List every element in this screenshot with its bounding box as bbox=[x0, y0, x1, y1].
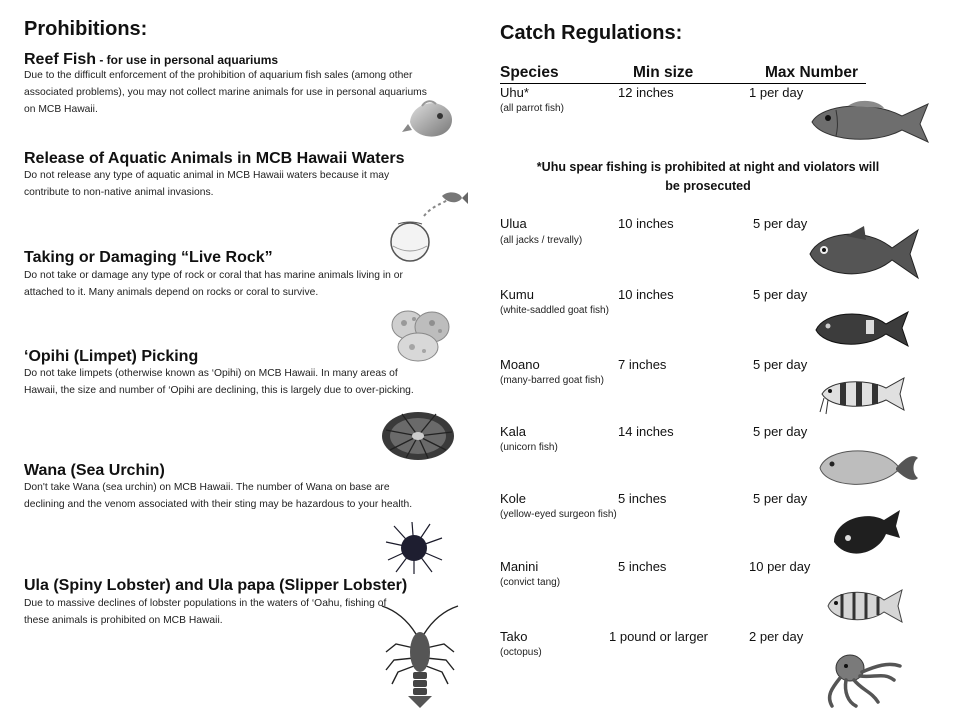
lobster-icon bbox=[378, 604, 462, 710]
limpet-icon bbox=[380, 410, 456, 462]
max-number: 5 per day bbox=[753, 491, 808, 506]
species-subname: (yellow-eyed surgeon fish) bbox=[500, 509, 617, 520]
octopus-icon bbox=[822, 652, 904, 710]
surgeonfish-icon bbox=[828, 508, 902, 562]
max-number: 10 per day bbox=[749, 559, 811, 574]
fishbowl-icon bbox=[388, 186, 468, 266]
tropical-fish-icon bbox=[402, 96, 460, 144]
species-subname: (many-barred goat fish) bbox=[500, 375, 604, 386]
prohibition-title-suffix: - for use in personal aquariums bbox=[96, 53, 279, 67]
prohibition-body: Don't take Wana (sea urchin) on MCB Hawaii. The number of Wana on base are declining and the venom associated with their sting may be hazardous to your health. bbox=[24, 482, 413, 510]
species-subname: (white-saddled goat fish) bbox=[500, 305, 609, 316]
min-size: 5 inches bbox=[618, 491, 667, 506]
min-size: 12 inches bbox=[618, 85, 674, 100]
prohibition-title: Taking or Damaging “Live Rock” bbox=[24, 249, 273, 266]
column-header-max-number: Max Number bbox=[765, 64, 859, 81]
max-number: 5 per day bbox=[753, 216, 808, 231]
column-header-species: Species bbox=[500, 64, 559, 81]
species-subname: (convict tang) bbox=[500, 577, 561, 588]
prohibition-body: Do not take or damage any type of rock or coral that has marine animals living in or attached to it. Many animals depend on rocks or coral to survive. bbox=[24, 270, 403, 298]
min-size: 7 inches bbox=[618, 357, 667, 372]
coral-rock-icon bbox=[388, 303, 454, 365]
max-number: 5 per day bbox=[753, 357, 808, 372]
max-number: 1 per day bbox=[749, 85, 804, 100]
max-number: 5 per day bbox=[753, 424, 808, 439]
barred-goatfish-icon bbox=[816, 372, 906, 416]
prohibition-body: Do not release any type of aquatic animal in MCB Hawaii waters because it may contribute to non-native animal invasions. bbox=[24, 170, 390, 198]
convict-tang-icon bbox=[824, 586, 904, 626]
prohibition-title-text: Reef Fish bbox=[24, 51, 97, 68]
parrotfish-icon bbox=[808, 100, 930, 146]
min-size: 10 inches bbox=[618, 287, 674, 302]
unicornfish-icon bbox=[816, 444, 920, 490]
species-name: Manini bbox=[500, 559, 539, 574]
prohibition-title: Wana (Sea Urchin) bbox=[24, 462, 165, 479]
species-subname: (octopus) bbox=[500, 647, 542, 658]
species-name: Kumu bbox=[500, 287, 534, 302]
species-name: Kole bbox=[500, 491, 527, 506]
max-number: 2 per day bbox=[749, 629, 804, 644]
column-header-min-size: Min size bbox=[633, 64, 694, 81]
species-subname: (all jacks / trevally) bbox=[500, 235, 583, 246]
max-number: 5 per day bbox=[753, 287, 808, 302]
goatfish-icon bbox=[812, 306, 910, 350]
prohibition-body: Due to the difficult enforcement of the prohibition of aquarium fish sales (among other associated problems), you may not collect marine animals for use in personal aquariums on MCB Hawaii. bbox=[24, 70, 427, 115]
prohibition-title: ‘Opihi (Limpet) Picking bbox=[24, 348, 199, 365]
prohibition-title: Release of Aquatic Animals in MCB Hawaii Waters bbox=[24, 150, 405, 167]
jack-fish-icon bbox=[806, 226, 920, 282]
prohibition-title: Ula (Spiny Lobster) and Ula papa (Slipper Lobster) bbox=[24, 577, 408, 594]
min-size: 1 pound or larger bbox=[609, 629, 709, 644]
min-size: 5 inches bbox=[618, 559, 667, 574]
species-name: Tako bbox=[500, 629, 528, 644]
header-rule bbox=[500, 83, 866, 84]
min-size: 10 inches bbox=[618, 216, 674, 231]
species-name: Ulua bbox=[500, 216, 527, 231]
species-subname: (unicorn fish) bbox=[500, 442, 558, 453]
min-size: 14 inches bbox=[618, 424, 674, 439]
prohibition-body: Due to massive declines of lobster populations in the waters of ‘Oahu, fishing of these animals is prohibited on MCB Hawaii. bbox=[24, 598, 387, 626]
sea-urchin-icon bbox=[384, 522, 444, 574]
uhu-notice: *Uhu spear fishing is prohibited at night and violators will be prosecuted bbox=[536, 160, 880, 193]
species-name: Uhu* bbox=[500, 85, 529, 100]
species-name: Moano bbox=[500, 357, 540, 372]
prohibitions-heading: Prohibitions: bbox=[24, 18, 148, 40]
species-subname: (all parrot fish) bbox=[500, 103, 564, 114]
species-name: Kala bbox=[500, 424, 527, 439]
prohibition-body: Do not take limpets (otherwise known as ‘Opihi) on MCB Hawaii. In many areas of Hawaii, the size and number of ‘Opihi are declining, this is largely due to over-picking. bbox=[24, 368, 414, 396]
catch-heading: Catch Regulations: bbox=[500, 22, 683, 44]
